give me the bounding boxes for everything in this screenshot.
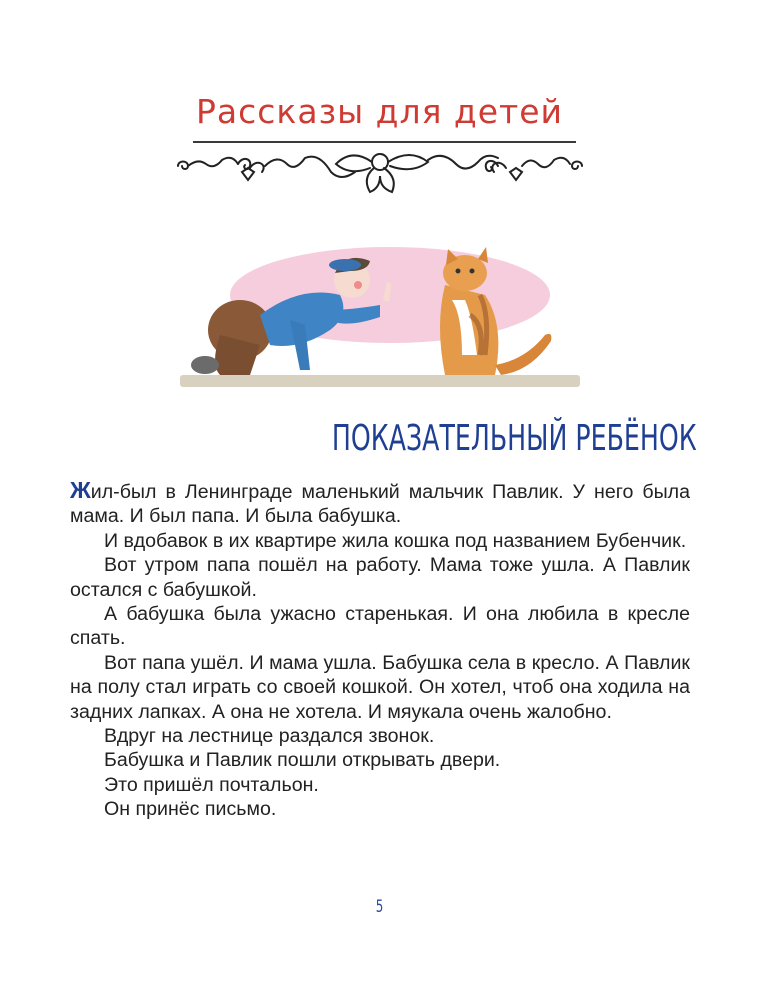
paragraph: Вот папа ушёл. И мама ушла. Бабушка села в кресло. А Павлик на полу стал играть со своей кошкой. Он хотел, чтоб она ходила на задних лапках. А она не хотела. И мяукала очень жалобно.	[70, 651, 690, 723]
paragraph: Это пришёл почтальон.	[104, 773, 319, 796]
decorative-ornament-icon	[170, 146, 590, 194]
paragraph: Вот утром папа пошёл на работу. Мама тоже ушла. А Павлик остался с бабушкой.	[70, 554, 690, 601]
story-body	[70, 478, 690, 822]
dropcap: Ж	[70, 477, 91, 503]
paragraph: А бабушка была ужасно старенькая. И она любила в кресле спать.	[70, 603, 690, 650]
paragraph: Бабушка и Павлик пошли открывать двери.	[104, 749, 501, 772]
paragraph: Жил-был в Ленинграде маленький мальчик Павлик. У него была мама. И был папа. И была бабушка.	[70, 477, 690, 528]
paragraph: Он принёс письмо.	[104, 798, 277, 821]
paragraph: Вдруг на лестнице раздался звонок.	[104, 725, 435, 748]
story-illustration	[180, 225, 580, 390]
page-number: 5	[375, 897, 384, 917]
story-title: ПОКАЗАТЕЛЬНЫЙ РЕБЁНОК	[332, 418, 697, 459]
series-title: Рассказы для детей	[196, 92, 563, 131]
title-underline	[193, 141, 576, 143]
paragraph: И вдобавок в их квартире жила кошка под названием Бубенчик.	[104, 529, 687, 552]
